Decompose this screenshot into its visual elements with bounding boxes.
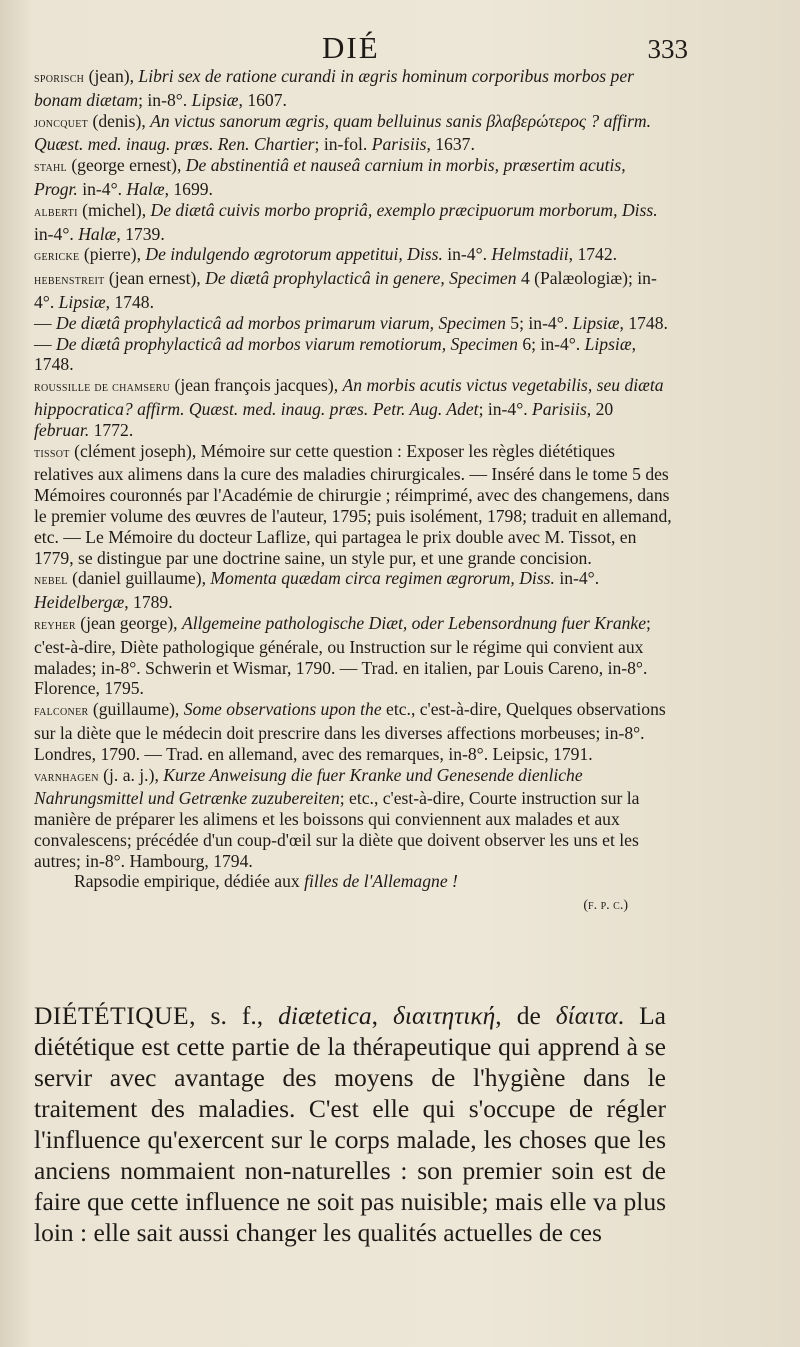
entry-text: Kurze Anweisung die fuer Kranke und Genesende dienliche Nahrungsmittel und Getrænke zuzubereiten; etc., c'est-à-dire, Courte instruction sur la manière de préparer les alimens et les boissons qui conviennent aux malades et aux convalescens; précédée d'un coup-d'œil sur la diète que doivent observer les uns et les autres; in-8°. Hambourg, 1794. bbox=[34, 764, 640, 871]
bibliography-entry bbox=[34, 200, 672, 245]
entry-author: gericke bbox=[34, 249, 80, 265]
bibliography-entry bbox=[34, 441, 672, 569]
entry-author-detail: (george ernest), bbox=[66, 155, 186, 176]
author-signature: (f. p. c.) bbox=[583, 898, 628, 914]
entry-author-detail: (pierre), bbox=[79, 244, 146, 265]
bibliography-entry bbox=[34, 568, 672, 613]
entry-author: roussille de chamseru bbox=[34, 380, 171, 396]
entry-author-detail: (jean françois jacques), bbox=[170, 375, 343, 396]
bibliography-entry bbox=[34, 155, 672, 200]
bibliography-entry bbox=[34, 334, 672, 376]
entry-author: alberti bbox=[34, 204, 78, 220]
page-number: 333 bbox=[647, 34, 688, 64]
entry-author-detail: (michel), bbox=[77, 199, 151, 220]
entry-author-detail: (daniel guillaume), bbox=[67, 568, 211, 589]
entry-text: De abstinentiâ et nauseâ carnium in morbis, præsertim acutis, Progr. in-4°. Halæ, 1699. bbox=[34, 155, 626, 199]
article-definition: , s. f., diætetica, διαιτητική, de δίαιτα. bbox=[189, 1001, 625, 1030]
bibliography-entry bbox=[34, 268, 672, 313]
entry-author: hebenstreit bbox=[34, 273, 105, 289]
entry-text: De diætâ prophylacticâ ad morbos primarum viarum, Specimen 5; in-4°. Lipsiæ, 1748. bbox=[56, 312, 668, 333]
entry-author: varnhagen bbox=[34, 769, 99, 785]
bibliography-entry bbox=[34, 613, 672, 699]
page-header bbox=[0, 30, 800, 70]
article-body: La diététique est cette partie de la thérapeutique qui apprend à se servir avec avantage des moyens de l'hygiène dans le traitement des maladies. C'est elle qui s'occupe de régler l'influence qu'exercent sur le corps malade, les choses que les anciens nommaient non-naturelles : son premier soin est de faire que cette influence ne soit pas nuisible; mais elle va plus loin : elle sait aussi changer les qualités actuelles de ces bbox=[34, 1001, 667, 1247]
bibliography-entry bbox=[34, 111, 672, 156]
entry-text: Allgemeine pathologische Diæt, oder Lebensordnung fuer Kranke; c'est-à-dire, Diète pathologique générale, ou Instruction sur le régime qui convient aux malades; in-8°. Schwerin et Wismar, 1790. — Trad. en italien, par Louis Careno, in-8°. Florence, 1795. bbox=[34, 612, 651, 699]
entry-text: Momenta quædam circa regimen ægrorum, Diss. in-4°. Heidelbergæ, 1789. bbox=[34, 568, 600, 613]
entry-author: sporisch bbox=[34, 71, 85, 86]
bibliography-entry bbox=[34, 765, 672, 872]
entry-text: Some observations upon the etc., c'est-à-dire, Quelques observations sur la diète que le médecin doit prescrire dans les diverses affections morbeuses; in-8°. Londres, 1790. — Trad. en allemand, avec des remarques, in-8°. Leipsic, 1791. bbox=[34, 699, 666, 764]
entry-text: De diætâ prophylacticâ ad morbos viarum remotiorum, Specimen 6; in-4°. Lipsiæ, 1748. bbox=[34, 333, 636, 375]
bibliography-entry bbox=[34, 66, 672, 111]
entry-text: De indulgendo ægrotorum appetitui, Diss. in-4°. Helmstadii, 1742. bbox=[145, 244, 618, 265]
bibliography-entry bbox=[34, 244, 672, 268]
entry-author: falconer bbox=[34, 704, 89, 720]
entry-author-detail: — bbox=[34, 333, 56, 354]
closing-remark: Rapsodie empirique, dédiée aux filles de l'Allemagne ! bbox=[74, 871, 458, 892]
entry-author-detail: (jean george), bbox=[75, 612, 182, 633]
entry-text: Libri sex de ratione curandi in ægris hominum corporibus morbos per bonam diætam; in-8°. Lipsiæ, 1607. bbox=[34, 66, 634, 110]
bibliography-entry bbox=[34, 313, 672, 334]
entry-author: reyher bbox=[34, 617, 76, 633]
bibliography bbox=[34, 66, 672, 917]
entry-text: Mémoire sur cette question : Exposer les règles diététiques relatives aux alimens dans la cure des maladies chirurgicales. — Inséré dans le tome 5 des Mémoires couronnés par l'Académie de chirurgie ; réimprimé, avec des changemens, dans le premier volume des œuvres de l'auteur, 1795; puis isolément, 1798; traduit en allemand, etc. — Le Mémoire du docteur Laflize, qui partagea le prix double avec M. Tissot, en 1779, se distingue par une doctrine saine, un style pur, et une grande concision. bbox=[34, 440, 672, 568]
entry-text: An morbis acutis victus vegetabilis, seu diæta hippocratica? affirm. Quæst. med. inaug. præs. Petr. Aug. Adet; in-4°. Parisiis, 20 februar. 1772. bbox=[34, 375, 664, 440]
entry-author-detail: — bbox=[34, 312, 56, 333]
bibliography-entry bbox=[34, 699, 672, 764]
entry-author-detail: (guillaume), bbox=[88, 699, 184, 720]
entry-author-detail: (denis), bbox=[88, 110, 151, 131]
entry-author-detail: (clément joseph), bbox=[69, 440, 201, 461]
entry-author: joncquet bbox=[34, 115, 89, 131]
dictionary-article bbox=[34, 1000, 666, 1248]
entry-text: De diætâ cuivis morbo propriâ, exemplo præcipuorum morborum, Diss. in-4°. Halæ, 1739. bbox=[34, 199, 658, 244]
bibliography-entry bbox=[34, 375, 672, 440]
entry-text: De diætâ prophylacticâ in genere, Specimen 4 (Palæologiæ); in-4°. Lipsiæ, 1748. bbox=[34, 268, 657, 312]
running-head: DIÉ bbox=[322, 30, 380, 65]
entry-author-detail: (jean ernest), bbox=[104, 268, 206, 289]
entry-author-detail: (jean), bbox=[84, 66, 139, 86]
entry-author: nebel bbox=[34, 573, 68, 589]
entry-author: tissot bbox=[34, 445, 70, 461]
entry-author-detail: (j. a. j.), bbox=[98, 764, 164, 785]
article-headword: DIÉTÉTIQUE bbox=[34, 1001, 190, 1030]
bibliography-entries bbox=[34, 66, 672, 871]
entry-author: stahl bbox=[34, 160, 67, 176]
entry-text: An victus sanorum ægris, quam belluinus sanis βλαβερώτερος ? affirm. Quæst. med. inaug. præs. Ren. Chartier; in-fol. Parisiis, 1637. bbox=[34, 110, 652, 155]
